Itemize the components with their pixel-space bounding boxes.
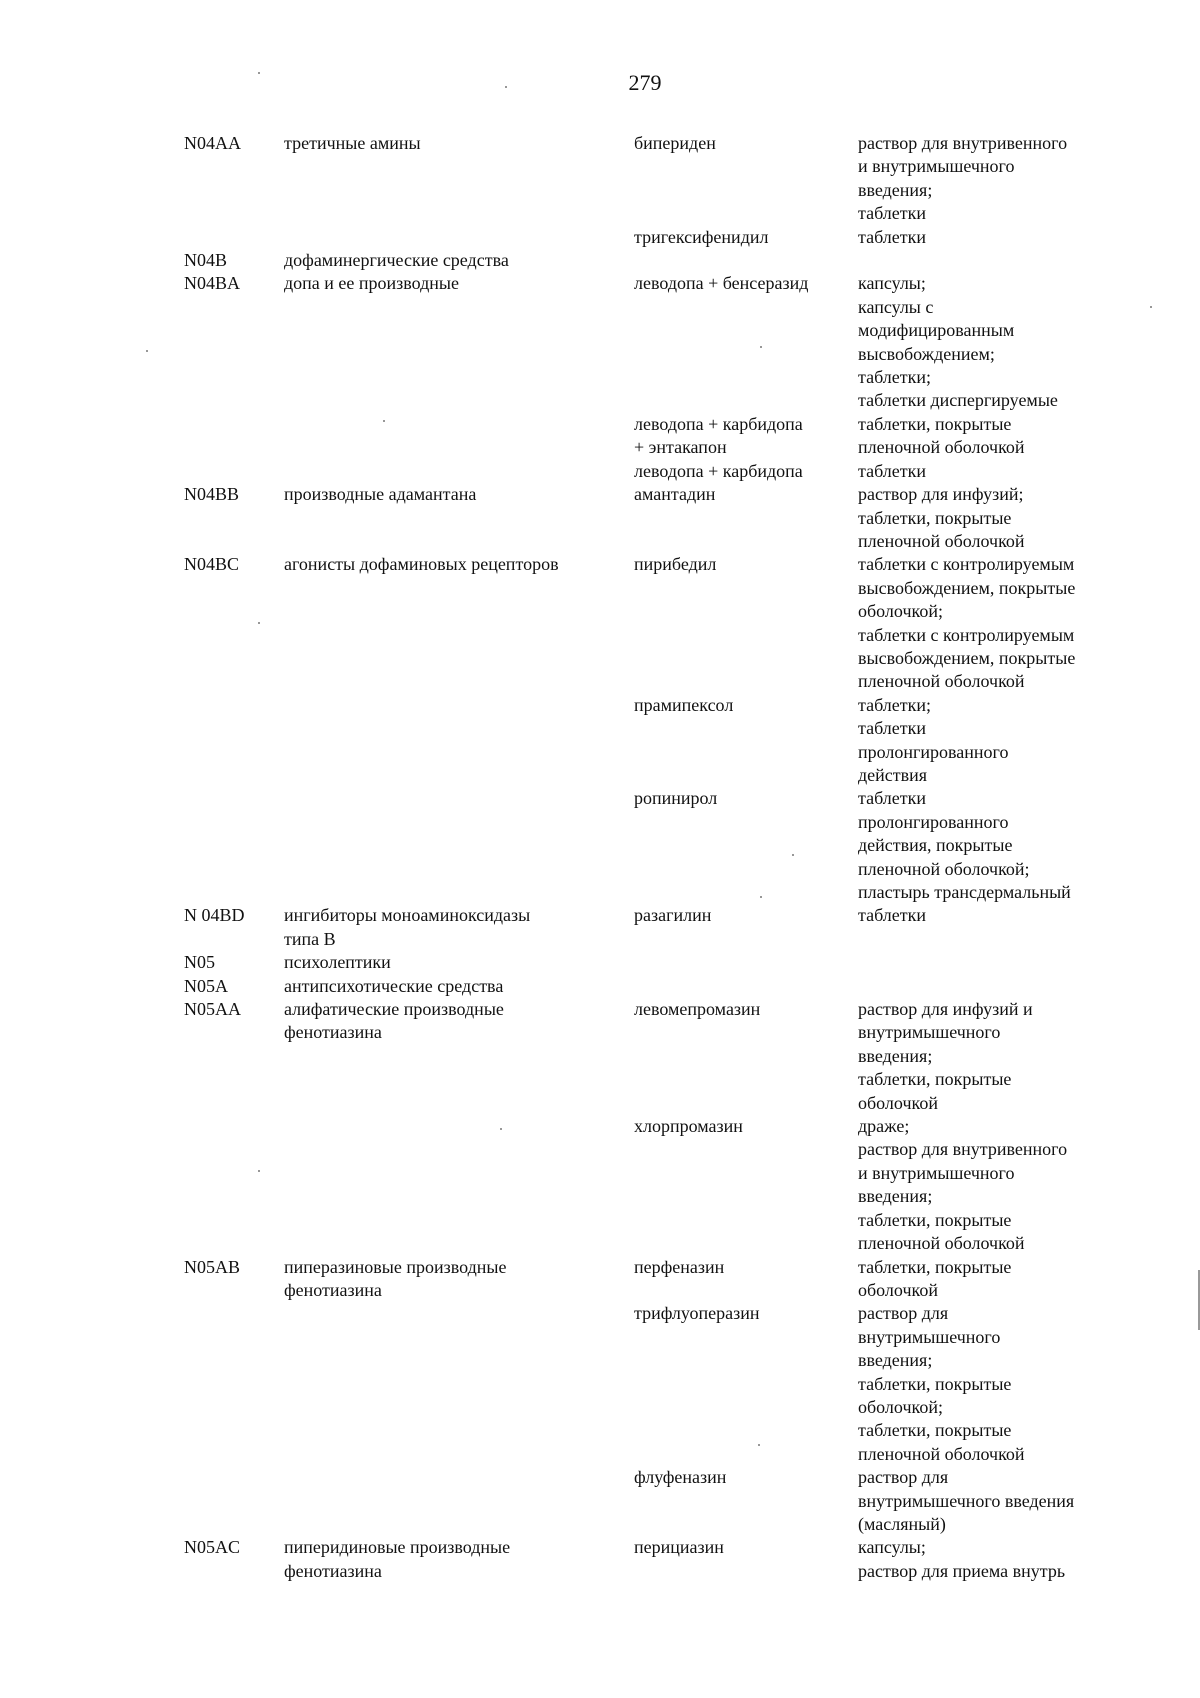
pharmacological-group <box>284 975 634 998</box>
dosage-forms-line: и внутримышечного <box>858 156 1015 177</box>
atc-code-text: N05AC <box>184 1537 241 1558</box>
drug-name <box>634 1302 858 1325</box>
atc-code <box>184 272 284 295</box>
table-row <box>184 272 1118 412</box>
drug-name <box>634 132 858 155</box>
dosage-forms-line: высвобождением; <box>858 343 995 364</box>
drug-name-line: бипериден <box>634 133 716 153</box>
table-row <box>184 787 1118 904</box>
scan-speck <box>760 346 762 348</box>
drug-name-line: перициазин <box>634 1537 724 1558</box>
dosage-forms <box>858 1466 1118 1536</box>
table-row <box>184 226 1118 249</box>
dosage-forms-line: высвобождением, покрытые <box>858 647 1076 668</box>
drug-name <box>634 1256 858 1279</box>
drug-name <box>634 1466 858 1489</box>
drug-name <box>634 553 858 576</box>
dosage-forms-line: оболочкой; <box>858 601 943 622</box>
pharmacological-group <box>284 553 634 576</box>
dosage-forms-line: действия <box>858 764 928 785</box>
dosage-forms-line: и внутримышечного <box>858 1162 1015 1183</box>
pharmacological-group-line: фенотиазина <box>284 1022 382 1043</box>
dosage-forms-line: пленочной оболочкой <box>858 1233 1025 1254</box>
atc-code <box>184 249 284 272</box>
scan-speck <box>146 350 148 352</box>
dosage-forms-line: таблетки; <box>858 367 932 388</box>
drug-name <box>634 460 858 483</box>
drug-name-line: леводопа + бенсеразид <box>634 273 809 294</box>
atc-code <box>184 1536 284 1559</box>
drug-name-line: пирибедил <box>634 554 717 575</box>
table-row <box>184 460 1118 483</box>
drug-name <box>634 694 858 717</box>
dosage-forms-line: пролонгированного <box>858 741 1009 762</box>
drug-name <box>634 483 858 506</box>
pharmacological-group <box>284 272 634 295</box>
dosage-forms <box>858 1256 1118 1303</box>
pharmacological-group-line: фенотиазина <box>284 1560 382 1581</box>
dosage-forms-line: таблетки диспергируемые <box>858 390 1058 411</box>
pharmacological-group-line: фенотиазина <box>284 1279 382 1300</box>
table-row <box>184 1536 1118 1583</box>
drug-name <box>634 998 858 1021</box>
pharmacological-group <box>284 951 634 974</box>
atc-code-text: N04BC <box>184 554 240 575</box>
drug-name-line: леводопа + карбидопа <box>634 413 803 434</box>
dosage-forms-line: таблетки, покрытые <box>858 1069 1012 1090</box>
drug-name <box>634 413 858 460</box>
drug-name-line: + энтакапон <box>634 437 727 458</box>
pharmacological-group-line: психолептики <box>284 952 391 973</box>
pharmacological-group-line: антипсихотические средства <box>284 975 504 996</box>
table-row <box>184 413 1118 460</box>
pharmacological-group <box>284 998 634 1045</box>
table-row <box>184 975 1118 998</box>
drug-name-line: прамипексол <box>634 694 734 715</box>
table-row <box>184 1466 1118 1536</box>
scan-speck <box>258 1170 260 1172</box>
dosage-forms-line: таблетки, покрытые <box>858 413 1012 434</box>
dosage-forms-line: раствор для инфузий и <box>858 999 1033 1020</box>
dosage-forms <box>858 1536 1118 1583</box>
table-row <box>184 1256 1118 1303</box>
pharmacological-group <box>284 132 634 155</box>
table-row <box>184 483 1118 553</box>
drug-name-line: тригексифенидил <box>634 226 769 247</box>
table-row <box>184 1115 1118 1255</box>
drug-name <box>634 904 858 927</box>
dosage-forms-line: пластырь трансдермальный <box>858 882 1071 902</box>
dosage-forms <box>858 1115 1118 1255</box>
drug-name-line: ропинирол <box>634 788 718 809</box>
pharmacological-group-line: третичные амины <box>284 133 421 153</box>
drug-name-line: разагилин <box>634 905 712 926</box>
page-number: 279 <box>628 70 662 95</box>
drug-name <box>634 787 858 810</box>
dosage-forms-line: раствор для <box>858 1303 949 1324</box>
drug-name <box>634 272 858 295</box>
pharmacological-group-line: дофаминергические средства <box>284 250 509 271</box>
drug-name-line: трифлуоперазин <box>634 1303 760 1324</box>
atc-code-text: N 04BD <box>184 905 245 926</box>
dosage-forms-line: капсулы; <box>858 1537 926 1558</box>
dosage-forms-line: таблетки <box>858 203 927 224</box>
dosage-forms-line: внутримышечного введения <box>858 1490 1075 1511</box>
pharmacological-group <box>284 1536 634 1583</box>
table-row <box>184 694 1118 788</box>
table-row <box>184 951 1118 974</box>
atc-code-text: N04BB <box>184 484 240 505</box>
dosage-forms-line: пленочной оболочкой <box>858 671 1025 692</box>
dosage-forms-line: введения; <box>858 1045 933 1066</box>
dosage-forms <box>858 787 1118 904</box>
dosage-forms-line: таблетки <box>858 718 927 739</box>
drug-name <box>634 1115 858 1138</box>
pharmacological-group <box>284 904 634 951</box>
atc-code-text: N05A <box>184 975 228 996</box>
drug-name <box>634 226 858 249</box>
dosage-forms-line: модифицированным <box>858 320 1015 341</box>
table-row <box>184 998 1118 1115</box>
dosage-forms-line: раствор для инфузий; <box>858 484 1024 505</box>
dosage-forms-line: пленочной оболочкой; <box>858 858 1030 879</box>
dosage-forms <box>858 483 1118 553</box>
dosage-forms-line: таблетки <box>858 788 927 809</box>
table-row <box>184 904 1118 951</box>
scan-speck <box>258 72 260 74</box>
drug-name <box>634 1536 858 1559</box>
dosage-forms-line: введения; <box>858 1186 933 1207</box>
dosage-forms-line: высвобождением, покрытые <box>858 577 1076 598</box>
dosage-forms-line: раствор для <box>858 1467 949 1488</box>
drug-name-line: хлорпромазин <box>634 1116 743 1137</box>
dosage-forms-line: таблетки <box>858 226 927 247</box>
dosage-forms-line: пленочной оболочкой <box>858 1443 1025 1464</box>
atc-code <box>184 998 284 1021</box>
scan-speck <box>758 1444 760 1446</box>
atc-code <box>184 483 284 506</box>
dosage-forms-line: таблетки, покрытые <box>858 1373 1012 1394</box>
drug-name-line: перфеназин <box>634 1256 725 1277</box>
atc-code-text: N04B <box>184 250 228 271</box>
scan-speck <box>258 622 260 624</box>
dosage-forms-line: таблетки; <box>858 694 932 715</box>
dosage-forms-line: капсулы с <box>858 296 934 317</box>
scan-speck <box>500 1128 502 1130</box>
atc-code-text: N05AB <box>184 1256 241 1277</box>
dosage-forms-line: введения; <box>858 179 933 200</box>
atc-code <box>184 1256 284 1279</box>
table-row <box>184 132 1118 226</box>
pharmacological-group-line: пиперазиновые производные <box>284 1256 507 1277</box>
dosage-forms-line: пленочной оболочкой <box>858 530 1025 551</box>
atc-code <box>184 975 284 998</box>
pharmacological-group <box>284 483 634 506</box>
table-row <box>184 1302 1118 1466</box>
dosage-forms-line: таблетки, покрытые <box>858 1209 1012 1230</box>
dosage-forms-line: таблетки, покрытые <box>858 1420 1012 1441</box>
dosage-forms-line: таблетки, покрытые <box>858 1256 1012 1277</box>
drug-name-line: леводопа + карбидопа <box>634 460 803 481</box>
dosage-forms <box>858 226 1118 249</box>
scan-speck <box>505 86 507 88</box>
dosage-forms-line: введения; <box>858 1350 933 1371</box>
dosage-forms-line: внутримышечного <box>858 1326 1001 1347</box>
scan-speck <box>792 854 794 856</box>
pharmacological-group <box>284 249 634 272</box>
table-row <box>184 249 1118 272</box>
scan-speck <box>383 420 385 422</box>
dosage-forms-line: пленочной оболочкой <box>858 437 1025 458</box>
pharmacological-group-line: агонисты дофаминовых рецепторов <box>284 554 559 575</box>
table-row <box>184 553 1118 693</box>
drug-name-line: амантадин <box>634 484 716 505</box>
atc-code <box>184 553 284 576</box>
pharmacological-group-line: допа и ее производные <box>284 273 459 294</box>
atc-code <box>184 951 284 974</box>
dosage-forms-line: капсулы; <box>858 273 926 294</box>
atc-code <box>184 904 284 927</box>
dosage-forms-line: раствор для внутривенного <box>858 133 1068 153</box>
dosage-forms <box>858 1302 1118 1466</box>
dosage-forms <box>858 413 1118 460</box>
dosage-forms-line: раствор для приема внутрь <box>858 1560 1066 1581</box>
dosage-forms-line: таблетки с контролируемым <box>858 624 1075 645</box>
dosage-forms <box>858 694 1118 788</box>
dosage-forms-line: пролонгированного <box>858 811 1009 832</box>
dosage-forms-line: таблетки с контролируемым <box>858 554 1075 575</box>
pharmacological-group <box>284 1256 634 1303</box>
pharmacological-group-line: ингибиторы моноаминоксидазы <box>284 905 531 926</box>
dosage-forms-line: таблетки <box>858 905 927 926</box>
dosage-forms-line: оболочкой <box>858 1092 938 1113</box>
atc-code <box>184 132 284 155</box>
dosage-forms-line: драже; <box>858 1116 910 1137</box>
dosage-forms-line: оболочкой <box>858 1279 938 1300</box>
dosage-forms-line: раствор для внутривенного <box>858 1139 1068 1160</box>
atc-code-text: N04BA <box>184 273 241 294</box>
pharmacological-group-line: типа В <box>284 928 336 949</box>
dosage-forms <box>858 904 1118 927</box>
dosage-forms <box>858 998 1118 1115</box>
pharmacological-group-line: производные адамантана <box>284 484 477 505</box>
dosage-forms-line: оболочкой; <box>858 1396 943 1417</box>
drug-table <box>184 132 1118 1583</box>
drug-name-line: левомепромазин <box>634 999 761 1020</box>
dosage-forms-line: внутримышечного <box>858 1022 1001 1043</box>
dosage-forms <box>858 132 1118 226</box>
pharmacological-group-line: алифатические производные <box>284 999 504 1020</box>
atc-code-text: N05 <box>184 952 215 973</box>
drug-name-line: флуфеназин <box>634 1467 727 1488</box>
dosage-forms <box>858 553 1118 693</box>
atc-code-text: N05AA <box>184 999 241 1020</box>
scan-speck <box>760 896 762 898</box>
dosage-forms-line: (масляный) <box>858 1513 946 1534</box>
atc-code-text: N04AA <box>184 133 241 153</box>
dosage-forms <box>858 272 1118 412</box>
dosage-forms-line: действия, покрытые <box>858 835 1013 856</box>
dosage-forms-line: таблетки, покрытые <box>858 507 1012 528</box>
scan-speck <box>1150 306 1152 308</box>
dosage-forms-line: таблетки <box>858 460 927 481</box>
dosage-forms <box>858 460 1118 483</box>
pharmacological-group-line: пиперидиновые производные <box>284 1537 511 1558</box>
